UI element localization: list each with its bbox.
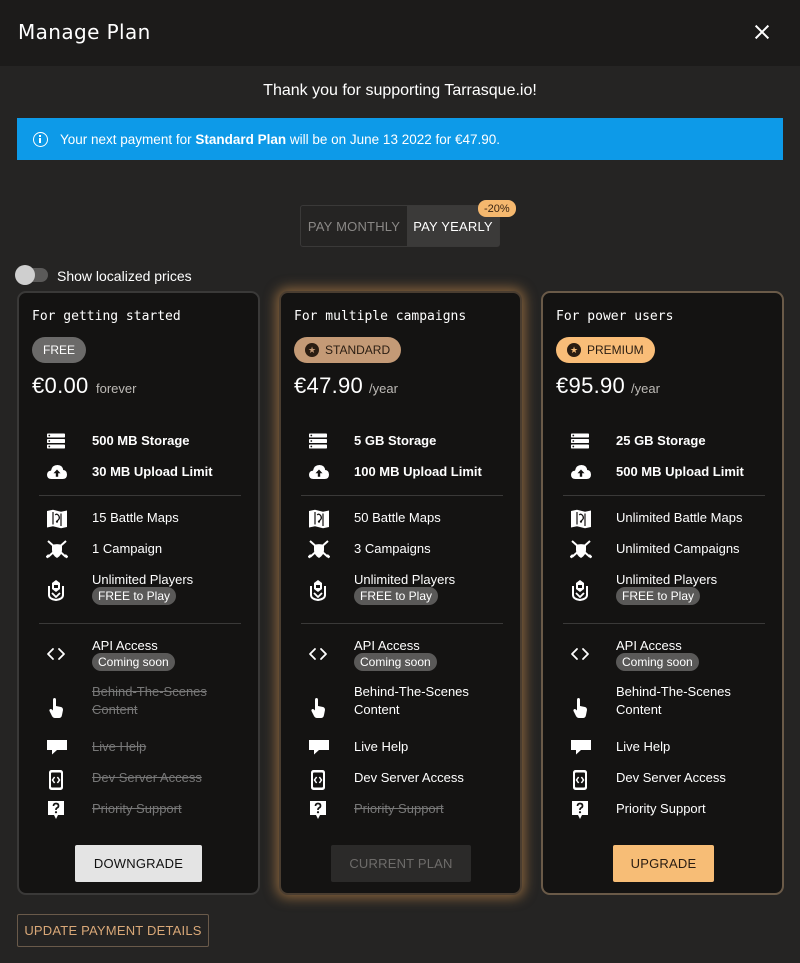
players-icon — [570, 579, 590, 597]
feature-row — [281, 631, 520, 669]
map-icon — [308, 509, 328, 527]
touch-icon — [308, 697, 328, 715]
feature-row — [281, 763, 520, 793]
close-icon[interactable] — [748, 18, 776, 46]
plan-price: €0.00 — [32, 373, 89, 398]
plan-period: /year — [369, 381, 398, 396]
plan-tagline: For getting started — [32, 309, 181, 324]
feature-label: Live Help — [616, 739, 671, 754]
feature-row — [281, 683, 520, 717]
feature-divider — [563, 495, 765, 496]
upload-icon — [46, 463, 66, 481]
feature-label: API Access — [354, 638, 420, 653]
feature-row — [543, 565, 782, 603]
plan-price: €47.90 — [294, 373, 364, 398]
feature-chip: Coming soon — [354, 653, 437, 671]
feature-divider — [301, 495, 503, 496]
plan-period: forever — [96, 381, 137, 396]
feature-label: 1 Campaign — [92, 541, 163, 556]
shield-swords-icon — [570, 540, 590, 558]
players-icon — [308, 579, 328, 597]
feature-chip: FREE to Play — [616, 587, 700, 605]
thanks-message: Thank you for supporting Tarrasque.io! — [263, 82, 537, 99]
feature-row — [19, 503, 258, 533]
code-icon — [570, 645, 590, 663]
plan-tagline: For power users — [556, 309, 674, 324]
feature-label: Live Help — [92, 739, 147, 754]
feature-label: 5 GB Storage — [354, 433, 437, 448]
dev-server-icon — [46, 769, 66, 787]
map-icon — [570, 509, 590, 527]
feature-row — [19, 426, 258, 456]
upload-icon — [570, 463, 590, 481]
feature-row — [543, 534, 782, 564]
feature-row — [19, 763, 258, 793]
feature-label: 30 MB Upload Limit — [92, 464, 213, 479]
upload-icon — [308, 463, 328, 481]
feature-row — [281, 794, 520, 824]
feature-label: Dev Server Access — [92, 770, 202, 785]
feature-row — [281, 534, 520, 564]
feature-row — [19, 534, 258, 564]
feature-label: Priority Support — [354, 801, 444, 816]
info-icon — [33, 132, 48, 147]
feature-label: Live Help — [354, 739, 409, 754]
pay-monthly-button[interactable]: PAY MONTHLY — [307, 218, 401, 234]
modal-header — [0, 0, 800, 66]
question-icon — [308, 800, 328, 818]
downgrade-button[interactable]: DOWNGRADE — [75, 845, 202, 882]
feature-label: Unlimited Campaigns — [616, 541, 740, 556]
feature-label: Unlimited Players — [616, 572, 718, 587]
feature-row — [543, 794, 782, 824]
feature-row — [19, 565, 258, 603]
storage-icon — [46, 432, 66, 450]
feature-row — [19, 457, 258, 487]
feature-row — [543, 631, 782, 669]
feature-row — [19, 631, 258, 669]
plan-badge — [294, 337, 401, 363]
feature-row — [19, 732, 258, 762]
discount-badge: -20% — [478, 200, 516, 217]
plan-badge-label: PREMIUM — [587, 343, 644, 357]
payment-info-banner — [17, 118, 783, 160]
plan-card-standard — [279, 291, 522, 895]
feature-row — [281, 503, 520, 533]
feature-chip: Coming soon — [616, 653, 699, 671]
toggle-knob — [15, 265, 35, 285]
plan-badge — [32, 337, 86, 363]
code-icon — [308, 645, 328, 663]
localized-prices-toggle[interactable] — [16, 268, 48, 282]
plan-badge — [556, 337, 655, 363]
feature-row — [543, 503, 782, 533]
feature-row — [281, 565, 520, 603]
storage-icon — [570, 432, 590, 450]
localized-prices-label: Show localized prices — [57, 268, 192, 284]
feature-label: 15 Battle Maps — [92, 510, 179, 525]
feature-label: 3 Campaigns — [354, 541, 431, 556]
plan-badge-label: FREE — [43, 343, 76, 357]
feature-label: Priority Support — [92, 801, 182, 816]
feature-divider — [301, 623, 503, 624]
feature-label: 500 MB Upload Limit — [616, 464, 744, 479]
feature-divider — [563, 623, 765, 624]
feature-row — [543, 732, 782, 762]
shield-swords-icon — [308, 540, 328, 558]
chat-icon — [570, 738, 590, 756]
feature-chip: Coming soon — [92, 653, 175, 671]
chat-icon — [308, 738, 328, 756]
shield-swords-icon — [46, 540, 66, 558]
players-icon — [46, 579, 66, 597]
feature-row — [281, 732, 520, 762]
feature-divider — [39, 495, 241, 496]
feature-row — [543, 426, 782, 456]
storage-icon — [308, 432, 328, 450]
feature-row — [281, 457, 520, 487]
question-icon — [46, 800, 66, 818]
question-icon — [570, 800, 590, 818]
feature-label: Dev Server Access — [354, 770, 464, 785]
touch-icon — [46, 697, 66, 715]
modal-title: Manage Plan — [18, 20, 151, 44]
feature-label: Unlimited Battle Maps — [616, 510, 743, 525]
map-icon — [46, 509, 66, 527]
feature-label: Unlimited Players — [354, 572, 456, 587]
feature-label: 25 GB Storage — [616, 433, 706, 448]
payment-info-text: Your next payment for Standard Plan will be on June 13 2022 for €47.90. — [60, 131, 501, 147]
plan-period: /year — [631, 381, 660, 396]
feature-label: Dev Server Access — [616, 770, 726, 785]
current-button: CURRENT PLAN — [331, 845, 471, 882]
feature-label: Behind-The-Scenes Content — [354, 684, 469, 717]
feature-label: Priority Support — [616, 801, 706, 816]
feature-row — [19, 683, 258, 717]
star-icon: ★ — [305, 343, 319, 357]
feature-divider — [39, 623, 241, 624]
feature-chip: FREE to Play — [92, 587, 176, 605]
plan-badge-label: STANDARD — [325, 343, 391, 357]
feature-label: Unlimited Players — [92, 572, 194, 587]
upgrade-button[interactable]: UPGRADE — [613, 845, 714, 882]
update-payment-details-button[interactable]: UPDATE PAYMENT DETAILS — [17, 914, 209, 947]
feature-label: 500 MB Storage — [92, 433, 190, 448]
touch-icon — [570, 697, 590, 715]
plan-price: €95.90 — [556, 373, 626, 398]
plan-card-free — [17, 291, 260, 895]
plan-tagline: For multiple campaigns — [294, 309, 467, 324]
feature-label: Behind-The-Scenes Content — [616, 684, 731, 717]
feature-chip: FREE to Play — [354, 587, 438, 605]
dev-server-icon — [308, 769, 328, 787]
feature-row — [281, 426, 520, 456]
feature-row — [543, 457, 782, 487]
feature-label: Behind-The-Scenes Content — [92, 684, 207, 717]
feature-label: 50 Battle Maps — [354, 510, 441, 525]
dev-server-icon — [570, 769, 590, 787]
star-icon: ★ — [567, 343, 581, 357]
feature-label: API Access — [616, 638, 682, 653]
feature-label: 100 MB Upload Limit — [354, 464, 482, 479]
pay-yearly-button[interactable]: PAY YEARLY — [407, 206, 499, 246]
feature-row — [543, 763, 782, 793]
feature-row — [543, 683, 782, 717]
billing-period-switch — [300, 205, 500, 247]
plan-card-premium — [541, 291, 784, 895]
feature-label: API Access — [92, 638, 158, 653]
chat-icon — [46, 738, 66, 756]
code-icon — [46, 645, 66, 663]
feature-row — [19, 794, 258, 824]
